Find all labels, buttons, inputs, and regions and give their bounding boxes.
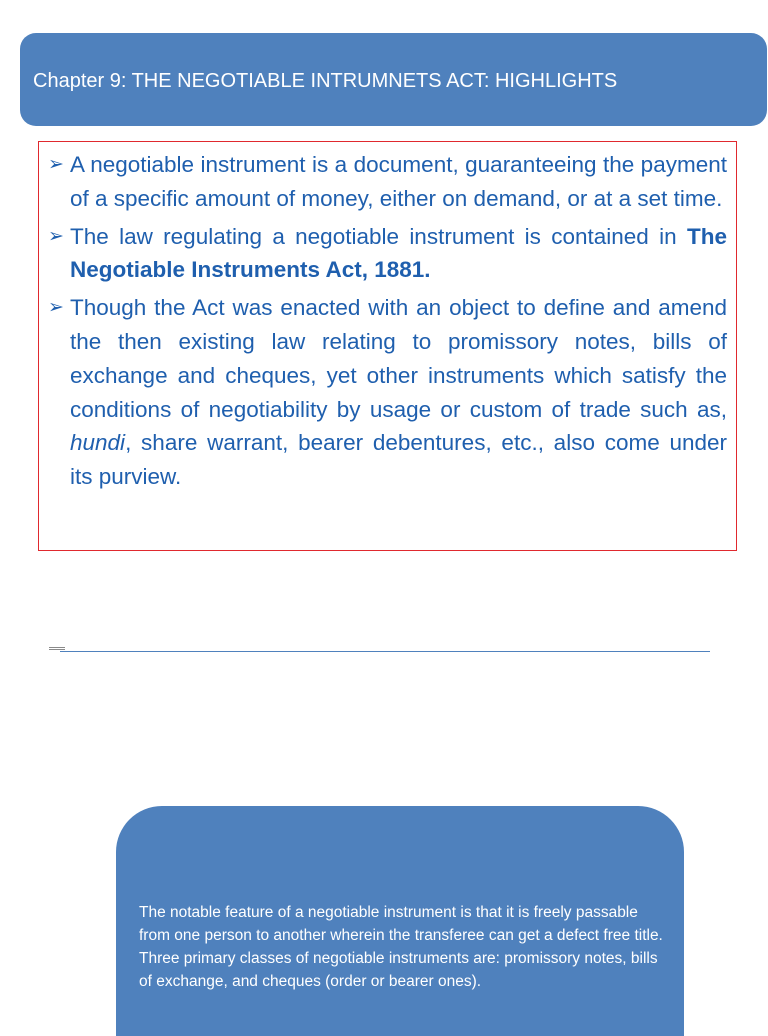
bullet-item [48, 220, 727, 288]
note-text: The notable feature of a negotiable instrument is that it is freely passable from one person to another wherein the transferee can get a defect free title. Three primary classes of negotiable instruments are: promissory notes, bills of exchange, and cheques (order or bearer ones). [139, 904, 663, 990]
hundi-term: hundi [70, 430, 126, 456]
arrow-bullet-icon: ➢ [48, 225, 64, 247]
bullet-text-plain: , share warrant, bearer debentures, etc., also come under its purview. [70, 430, 727, 490]
bullet-item [48, 291, 727, 494]
title-banner [20, 33, 767, 126]
bullet-text [70, 220, 727, 288]
act-name: The Negotiable Instruments Act, 1881. [70, 223, 727, 283]
highlights-box [38, 141, 737, 551]
divider-line [60, 651, 710, 652]
arrow-bullet-icon: ➢ [48, 154, 64, 175]
bullet-text-plain: Though the Act was enacted with an object to define and amend the then existing law relating to promissory notes, bills of exchange and cheques, yet other instruments which satisfy the conditions of negotiability by usage or custom of trade such as, [70, 295, 727, 422]
bullet-item [48, 148, 727, 216]
bullet-text: A negotiable instrument is a document, guaranteeing the payment of a specific amount of money, either on demand, or at a set time. [70, 152, 727, 211]
note-callout [116, 806, 684, 1036]
divider-handle-icon [49, 647, 65, 653]
bullet-text [70, 291, 727, 494]
bullet-text-plain: The law regulating a negotiable instrument is contained in [70, 223, 687, 249]
arrow-bullet-icon: ➢ [48, 297, 64, 319]
page-title: Chapter 9: THE NEGOTIABLE INTRUMNETS ACT: HIGHLIGHTS [33, 70, 618, 92]
